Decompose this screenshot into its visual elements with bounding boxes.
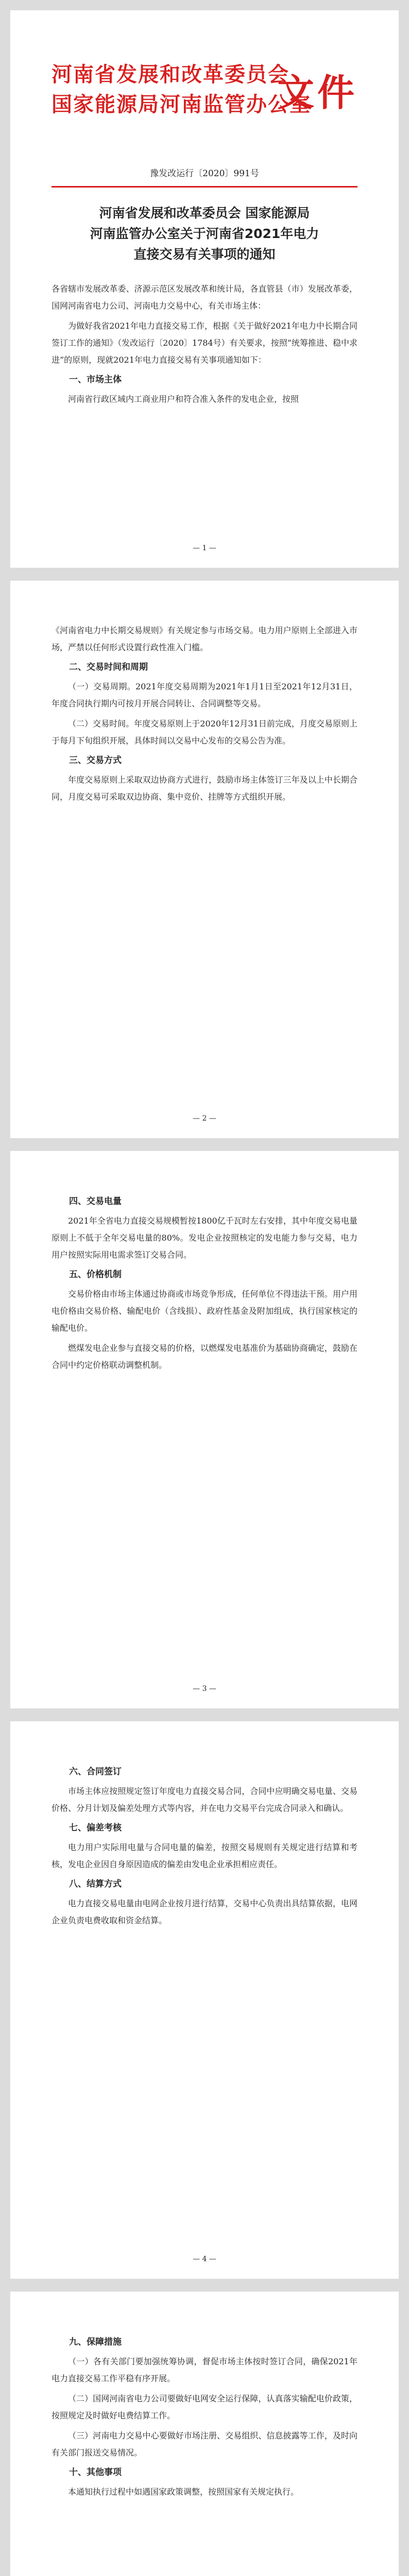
section-heading-5: 五、价格机制: [69, 1269, 122, 1280]
section-heading-8: 八、结算方式: [69, 1879, 122, 1889]
document-page-4: [10, 1721, 399, 2279]
document-page-1: [10, 10, 399, 568]
salutation: 各省辖市发展改革委、济源示范区发展改革和统计局，各直管县（市）发展改革委，国网河南省电力公司、河南电力交易中心，有关市场主体：: [52, 284, 357, 311]
title-line-3: 直接交易有关事项的通知: [133, 247, 276, 262]
section-1-body: 河南省行政区域内工商业用户和符合准入条件的发电企业，按照: [68, 394, 299, 404]
paragraph: 电力直接交易电量由电网企业按月进行结算，交易中心负责出具结算依据，电网企业负责电费收取和资金结算。: [52, 1899, 357, 1925]
paragraph: 年度交易原则上采取双边协商方式进行，鼓励市场主体签订三年及以上中长期合同，月度交易可采取双边协商、集中竞价、挂牌等方式组织开展。: [52, 775, 357, 802]
page-content: [52, 1762, 357, 2243]
document-page-2: [10, 581, 399, 1138]
section-heading-4: 四、交易电量: [69, 1196, 122, 1207]
paragraph: 《河南省电力中长期交易规则》有关规定参与市场交易。电力用户原则上全部进入市场，严禁以任何形式设置行政性准入门槛。: [52, 625, 357, 652]
section-heading-1: 一、市场主体: [69, 375, 122, 385]
page-number: — 2 —: [193, 1114, 216, 1123]
paragraph: 本通知执行过程中如遇国家政策调整，按照国家有关规定执行。: [68, 2487, 299, 2497]
paragraph: （二）国网河南省电力公司要做好电网安全运行保障，认真落实输配电价政策，按照规定及时做好电费结算工作。: [52, 2394, 357, 2420]
masthead: [52, 60, 357, 161]
paragraph: 市场主体应按照规定签订年度电力直接交易合同，合同中应明确交易电量、交易价格、分月计划及偏差处理方式等内容，并在电力交易平台完成合同录入和确认。: [52, 1786, 357, 1813]
section-heading-2: 二、交易时间和周期: [69, 662, 148, 672]
section-heading-3: 三、交易方式: [69, 755, 122, 766]
page-number: — 4 —: [193, 2255, 216, 2263]
title-line-2: 河南监管办公室关于河南省2021年电力: [90, 226, 319, 241]
masthead-issuer-1: 河南省发展和改革委员会: [52, 63, 289, 87]
section-heading-9: 九、保障措施: [69, 2337, 122, 2347]
paragraph: 电力用户实际用电量与合同电量的偏差，按照交易规则有关规定进行结算和考核，发电企业因自身原因造成的偏差由发电企业承担相应责任。: [52, 1842, 357, 1869]
title-line-1: 河南省发展和改革委员会 国家能源局: [99, 206, 310, 221]
page-number: — 1 —: [193, 544, 216, 552]
document-page-5: [10, 2292, 399, 2576]
paragraph: 交易价格由市场主体通过协商或市场竞争形成，任何单位不得违法干预。用户用电价格由交易价格、输配电价（含线损）、政府性基金及附加组成，执行国家核定的输配电价。: [52, 1289, 357, 1333]
page-content: [52, 622, 357, 1102]
section-heading-10: 十、其他事项: [69, 2467, 122, 2478]
intro-paragraph: 为做好我省2021年电力直接交易工作，根据《关于做好2021年电力中长期合同签订工作的通知》（发改运行〔2020〕1784号）有关要求，按照“统筹推进、稳中求进”的原则，现就2021年电力直接交易有关事项通知如下：: [52, 321, 357, 365]
paragraph: （三）河南电力交易中心要做好市场注册、交易组织、信息披露等工作，及时向有关部门报送交易情况。: [52, 2431, 357, 2458]
page-content: [52, 2333, 357, 2576]
paragraph: （一）各有关部门要加强统筹协调，督促市场主体按时签订合同，确保2021年电力直接交易工作平稳有序开展。: [52, 2357, 357, 2383]
paragraph: 燃煤发电企业参与直接交易的价格，以燃煤发电基准价为基础协商确定，鼓励在合同中约定价格联动调整机制。: [52, 1343, 357, 1370]
page-content: [52, 1192, 357, 1672]
masthead-wenjian: 文件: [277, 71, 357, 114]
paragraph: 2021年全省电力直接交易规模暂按1800亿千瓦时左右安排，其中年度交易电量原则上不低于全年交易电量的80%。发电企业按照核定的发电能力参与交易，电力用户按照实际用电需求签订交易合同。: [52, 1216, 357, 1260]
paragraph: （一）交易周期。2021年度交易周期为2021年1月1日至2021年12月31日，年度合同执行期内可按月开展合同转让、合同调整等交易。: [52, 682, 357, 708]
page-content: [52, 52, 357, 532]
paragraph: （二）交易时间。年度交易原则上于2020年12月31日前完成，月度交易原则上于每月下旬组织开展，具体时间以交易中心发布的交易公告为准。: [52, 719, 357, 745]
masthead-issuer-2: 国家能源局河南监管办公室: [52, 93, 311, 116]
section-heading-7: 七、偏差考核: [69, 1823, 122, 1833]
page-number: — 3 —: [193, 1685, 216, 1693]
document-page-3: [10, 1151, 399, 1708]
red-divider: [52, 186, 357, 188]
document-title: [52, 203, 357, 265]
document-number: 豫发改运行〔2020〕991号: [150, 168, 259, 179]
section-heading-6: 六、合同签订: [69, 1767, 122, 1777]
